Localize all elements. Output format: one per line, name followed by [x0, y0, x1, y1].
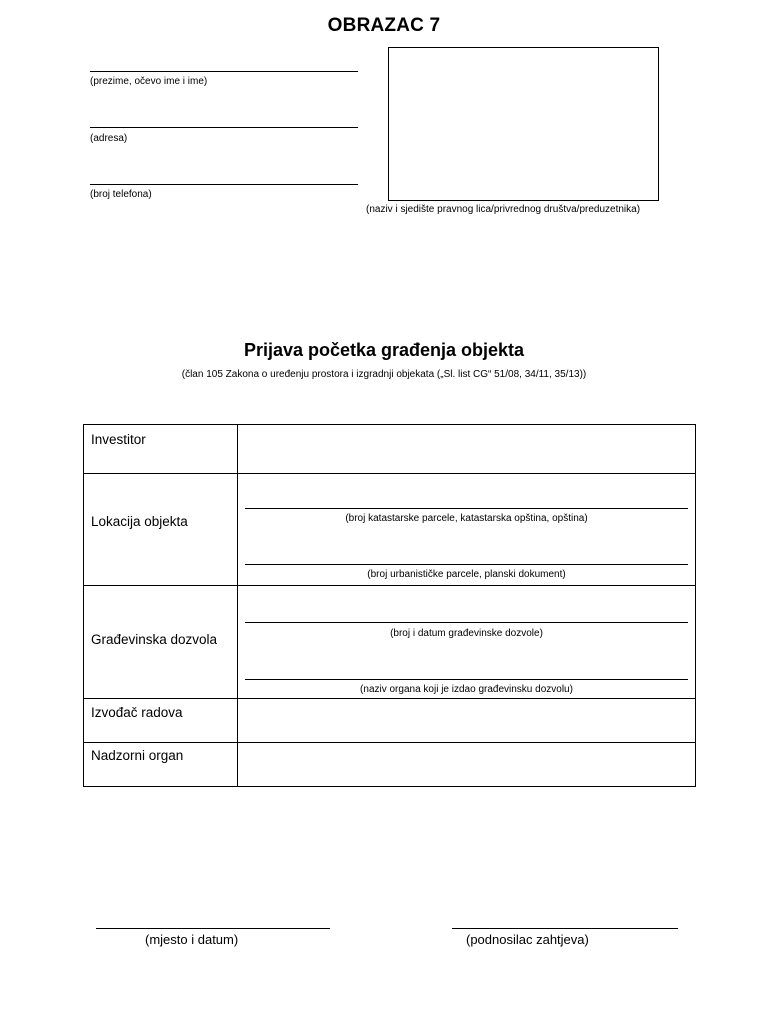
permit-number-caption: (broj i datum građevinske dozvole)	[390, 628, 543, 639]
urban-parcel-caption: (broj urbanističke parcele, planski dokument)	[367, 569, 566, 580]
permit-number-line[interactable]	[245, 622, 688, 623]
label-cell	[84, 586, 238, 699]
table-row-nadzorni-organ	[84, 743, 696, 787]
row-label-investitor: Investitor	[91, 432, 146, 447]
investitor-field[interactable]	[238, 425, 696, 474]
label-cell	[84, 743, 238, 787]
issuing-authority-caption: (naziv organa koji je izdao građevinsku dozvolu)	[360, 684, 573, 695]
nadzorni-organ-field[interactable]	[238, 743, 696, 787]
applicant-address-line[interactable]	[90, 127, 358, 128]
form-code-title: OBRAZAC 7	[327, 15, 441, 36]
place-date-caption: (mjesto i datum)	[145, 932, 239, 947]
urban-parcel-line[interactable]	[245, 564, 688, 565]
table-row-izvodjac	[84, 699, 696, 743]
applicant-phone-line[interactable]	[90, 184, 358, 185]
place-date-line[interactable]	[96, 928, 330, 929]
applicant-signature-caption: (podnosilac zahtjeva)	[466, 932, 589, 947]
label-cell	[84, 699, 238, 743]
document-title: Prijava početka građenja objekta	[243, 340, 525, 360]
applicant-name-line[interactable]	[90, 71, 358, 72]
cadastral-parcel-caption: (broj katastarske parcele, katastarska opština, opština)	[345, 513, 588, 524]
row-label-gradjevinska-dozvola: Građevinska dozvola	[91, 632, 218, 647]
applicant-phone-caption: (broj telefona)	[90, 189, 152, 200]
cadastral-parcel-line[interactable]	[245, 508, 688, 509]
row-label-nadzorni-organ: Nadzorni organ	[91, 748, 184, 763]
table-row-lokacija	[84, 474, 696, 586]
application-form-table	[83, 424, 696, 787]
document-subtitle: (član 105 Zakona o uređenju prostora i izgradnji objekata („Sl. list CG“ 51/08, 34/11, 35/13))	[181, 369, 587, 380]
applicant-signature-line[interactable]	[452, 928, 678, 929]
table-row-investitor	[84, 425, 696, 474]
lokacija-field[interactable]	[238, 474, 696, 586]
label-cell	[84, 474, 238, 586]
legal-entity-stamp-box[interactable]	[388, 47, 659, 201]
row-label-izvodjac: Izvođač radova	[91, 705, 183, 720]
table-row-gradjevinska-dozvola	[84, 586, 696, 699]
izvodjac-field[interactable]	[238, 699, 696, 743]
applicant-name-caption: (prezime, očevo ime i ime)	[90, 76, 208, 87]
row-label-lokacija: Lokacija objekta	[91, 514, 188, 529]
issuing-authority-line[interactable]	[245, 679, 688, 680]
gradjevinska-dozvola-field[interactable]	[238, 586, 696, 699]
legal-entity-caption: (naziv i sjedište pravnog lica/privrednog društva/preduzetnika)	[366, 204, 641, 215]
label-cell	[84, 425, 238, 474]
applicant-address-caption: (adresa)	[90, 133, 128, 144]
